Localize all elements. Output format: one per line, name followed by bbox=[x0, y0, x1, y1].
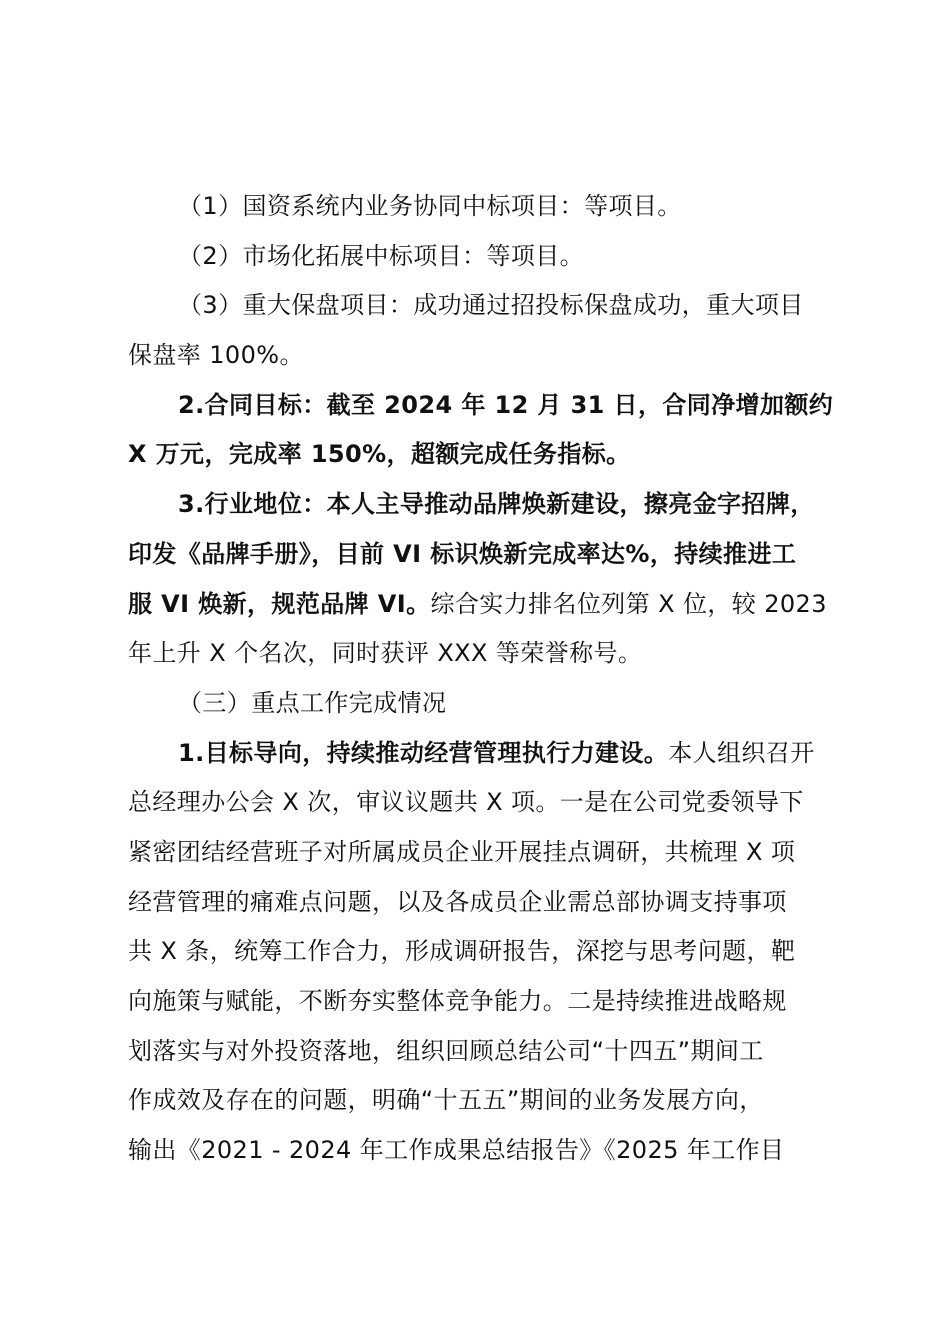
key-work-line-3: 紧密团结经营班子对所属成员企业开展挂点调研，共梳理 X 项 bbox=[128, 838, 796, 866]
key-work-line-8: 作成效及存在的问题，明确“十五五”期间的业务发展方向， bbox=[128, 1086, 764, 1114]
key-work-line-1-normal: 本人组织召开 bbox=[668, 739, 815, 767]
industry-position-line-1: 3.行业地位：本人主导推动品牌焕新建设，擦亮金字招牌， bbox=[178, 490, 815, 518]
contract-target-line-2: X 万元，完成率 150%，超额完成任务指标。 bbox=[128, 440, 631, 468]
key-work-line-5: 共 X 条，统筹工作合力，形成调研报告，深挖与思考问题，靶 bbox=[128, 937, 796, 965]
industry-position-line-3-bold: 服 VI 焕新，规范品牌 VI。 bbox=[128, 590, 431, 618]
key-work-line-1 bbox=[178, 738, 815, 768]
industry-position-line-2: 印发《品牌手册》，目前 VI 标识焕新完成率达%，持续推进工 bbox=[128, 540, 797, 568]
industry-position-line-4: 年上升 X 个名次，同时获评 XXX 等荣誉称号。 bbox=[128, 639, 643, 667]
key-work-line-9: 输出《2021 - 2024 年工作成果总结报告》《2025 年工作目 bbox=[128, 1136, 785, 1164]
industry-position-line-3-normal: 综合实力排名位列第 X 位，较 2023 bbox=[430, 590, 827, 618]
key-work-line-2: 总经理办公会 X 次，审议议题共 X 项。一是在公司党委领导下 bbox=[128, 788, 804, 816]
contract-target-line-1: 2.合同目标：截至 2024 年 12 月 31 日，合同净增加额约 bbox=[178, 391, 834, 419]
section-heading: （三）重点工作完成情况 bbox=[178, 689, 447, 717]
key-work-line-7: 划落实与对外投资落地，组织回顾总结公司“十四五”期间工 bbox=[128, 1037, 764, 1065]
item-2-line: （2）市场化拓展中标项目：等项目。 bbox=[178, 242, 585, 270]
key-work-line-4: 经营管理的痛难点问题，以及各成员企业需总部协调支持事项 bbox=[128, 888, 787, 916]
item-1-line: （1）国资系统内业务协同中标项目：等项目。 bbox=[178, 192, 682, 220]
item-3-line-2: 保盘率 100%。 bbox=[128, 341, 304, 369]
item-3-line-1: （3）重大保盘项目：成功通过招投标保盘成功，重大项目 bbox=[178, 291, 804, 319]
industry-position-line-3 bbox=[128, 589, 827, 619]
key-work-line-6: 向施策与赋能，不断夯实整体竞争能力。二是持续推进战略规 bbox=[128, 987, 787, 1015]
key-work-line-1-bold: 1.目标导向，持续推动经营管理执行力建设。 bbox=[178, 739, 669, 767]
